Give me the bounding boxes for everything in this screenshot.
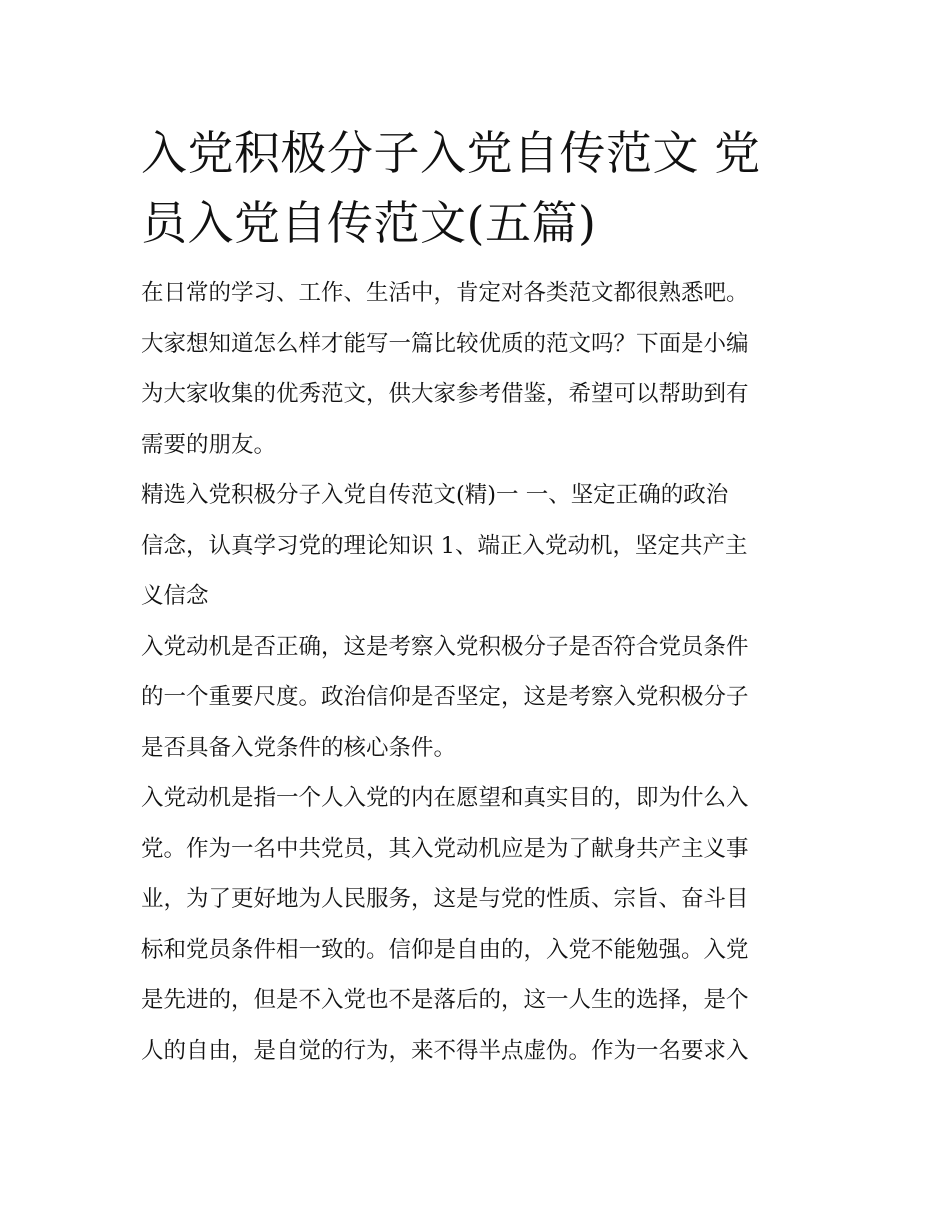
intro-paragraph: 在日常的学习、工作、生活中，肯定对各类范文都很熟悉吧。 大家想知道怎么样才能写一篇比较优质的范文吗？下面是小编 为大家收集的优秀范文，供大家参考借鉴，希望可以帮助到有 需要的朋友。 xyxy=(141,280,749,458)
body-paragraph: 入党动机是否正确，这是考察入党积极分子是否符合党员条件 的一个重要尺度。政治信仰是否坚定，这是考察入党积极分子 是否具备入党条件的核心条件。 xyxy=(141,633,749,761)
document-title: 入党积极分子入党自传范文 党 员入党自传范文(五篇) xyxy=(141,126,761,250)
section-heading-paragraph: 精选入党积极分子入党自传范文(精)一 一、坚定正确的政治 信念，认真学习党的理论知识 1、端正入党动机，坚定共产主 义信念 xyxy=(141,482,748,609)
body-paragraph: 入党动机是指一个人入党的内在愿望和真实目的，即为什么入 党。作为一名中共党员，其入党动机应是为了献身共产主义事 业，为了更好地为人民服务，这是与党的性质、宗旨、奋斗目 标和党员条件相一致的。信仰是自由的，入党不能勉强。入党 是先进的，但是不入党也不是落后的，这一人生的选择，是个 人的自由，是自觉的行为，来不得半点虚伪。作为一名要求入 xyxy=(141,785,749,1064)
document-body xyxy=(141,118,811,1076)
